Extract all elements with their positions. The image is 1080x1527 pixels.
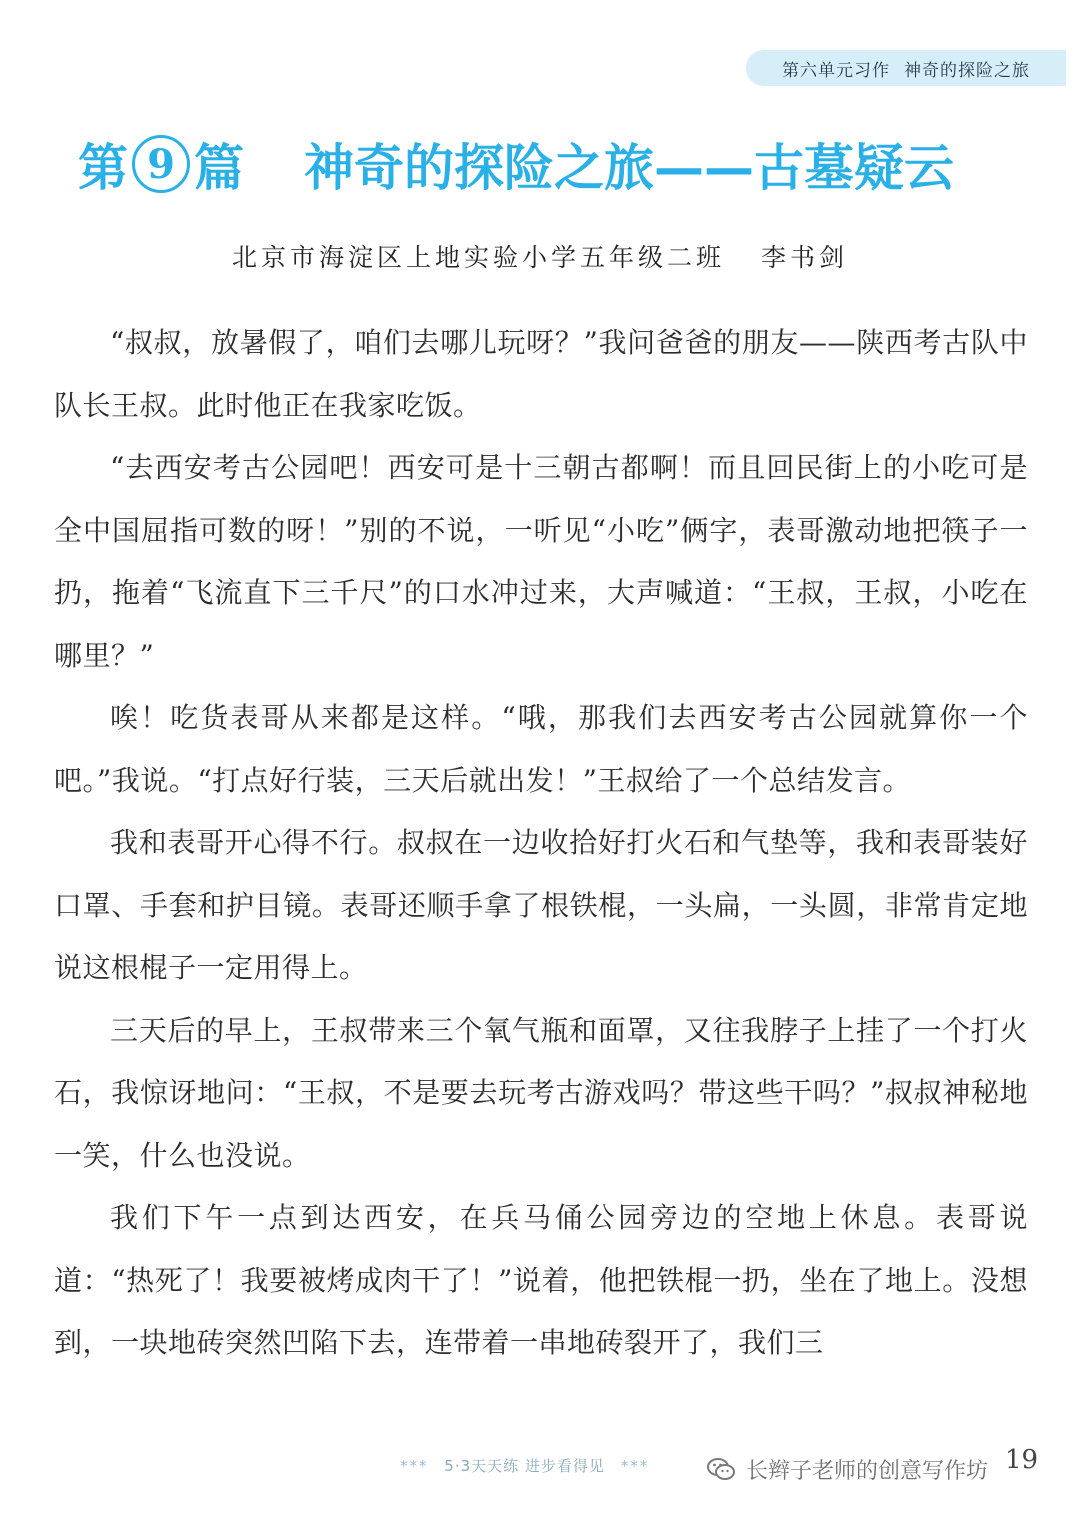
- footer-slogan-text: 5·3天天练 进步看得见: [444, 1457, 605, 1475]
- paragraph: 唉！吃货表哥从来都是这样。“哦，那我们去西安考古公园就算你一个吧。”我说。“打点好行装，三天后就出发！”王叔给了一个总结发言。: [54, 701, 1028, 797]
- unit-label: 第六单元习作: [782, 60, 890, 81]
- author-line: [0, 238, 1080, 274]
- watermark: [706, 1454, 988, 1485]
- footer-stars-left: ***: [400, 1457, 429, 1475]
- title-suffix: 篇: [194, 139, 244, 197]
- page-title: [78, 128, 1038, 200]
- article-body: [54, 312, 1028, 1375]
- footer-slogan: [390, 1455, 659, 1476]
- topic-label: 神奇的探险之旅: [904, 60, 1030, 81]
- title-number-badge: 9: [132, 135, 190, 193]
- paragraph: 三天后的早上，王叔带来三个氧气瓶和面罩，又往我脖子上挂了一个打火石，我惊讶地问：“王叔，不是要去玩考古游戏吗？带这些干吗？”叔叔神秘地一笑，什么也没说。: [54, 1013, 1028, 1172]
- watermark-text: 长辫子老师的创意写作坊: [746, 1459, 989, 1484]
- paragraph: “叔叔，放暑假了，咱们去哪儿玩呀？”我问爸爸的朋友——陕西考古队中队长王叔。此时他正在我家吃饭。: [54, 326, 1028, 422]
- author-school: 北京市海淀区上地实验小学五年级二班: [231, 243, 725, 272]
- title-prefix: 第: [78, 139, 128, 197]
- title-main: 神奇的探险之旅——古墓疑云: [304, 139, 954, 197]
- wechat-icon: [706, 1457, 736, 1483]
- paragraph: “去西安考古公园吧！西安可是十三朝古都啊！而且回民街上的小吃可是全中国屈指可数的呀！”别的不说，一听见“小吃”俩字，表哥激动地把筷子一扔，拖着“飞流直下三千尺”的口水冲过来，大声喊道：“王叔，王叔，小吃在哪里？”: [54, 451, 1028, 672]
- paragraph: 我和表哥开心得不行。叔叔在一边收拾好打火石和气垫等，我和表哥装好口罩、手套和护目镜。表哥还顺手拿了根铁棍，一头扁，一头圆，非常肯定地说这根棍子一定用得上。: [54, 826, 1028, 984]
- author-name: 李书剑: [761, 243, 849, 272]
- footer-stars-right: ***: [620, 1457, 650, 1475]
- section-header-tab: [746, 50, 1066, 86]
- page-number: 19: [1005, 1445, 1039, 1475]
- paragraph: 我们下午一点到达西安，在兵马俑公园旁边的空地上休息。表哥说道：“热死了！我要被烤成肉干了！”说着，他把铁棍一扔，坐在了地上。没想到，一块地砖突然凹陷下去，连带着一串地砖裂开了，我们三: [54, 1201, 1028, 1359]
